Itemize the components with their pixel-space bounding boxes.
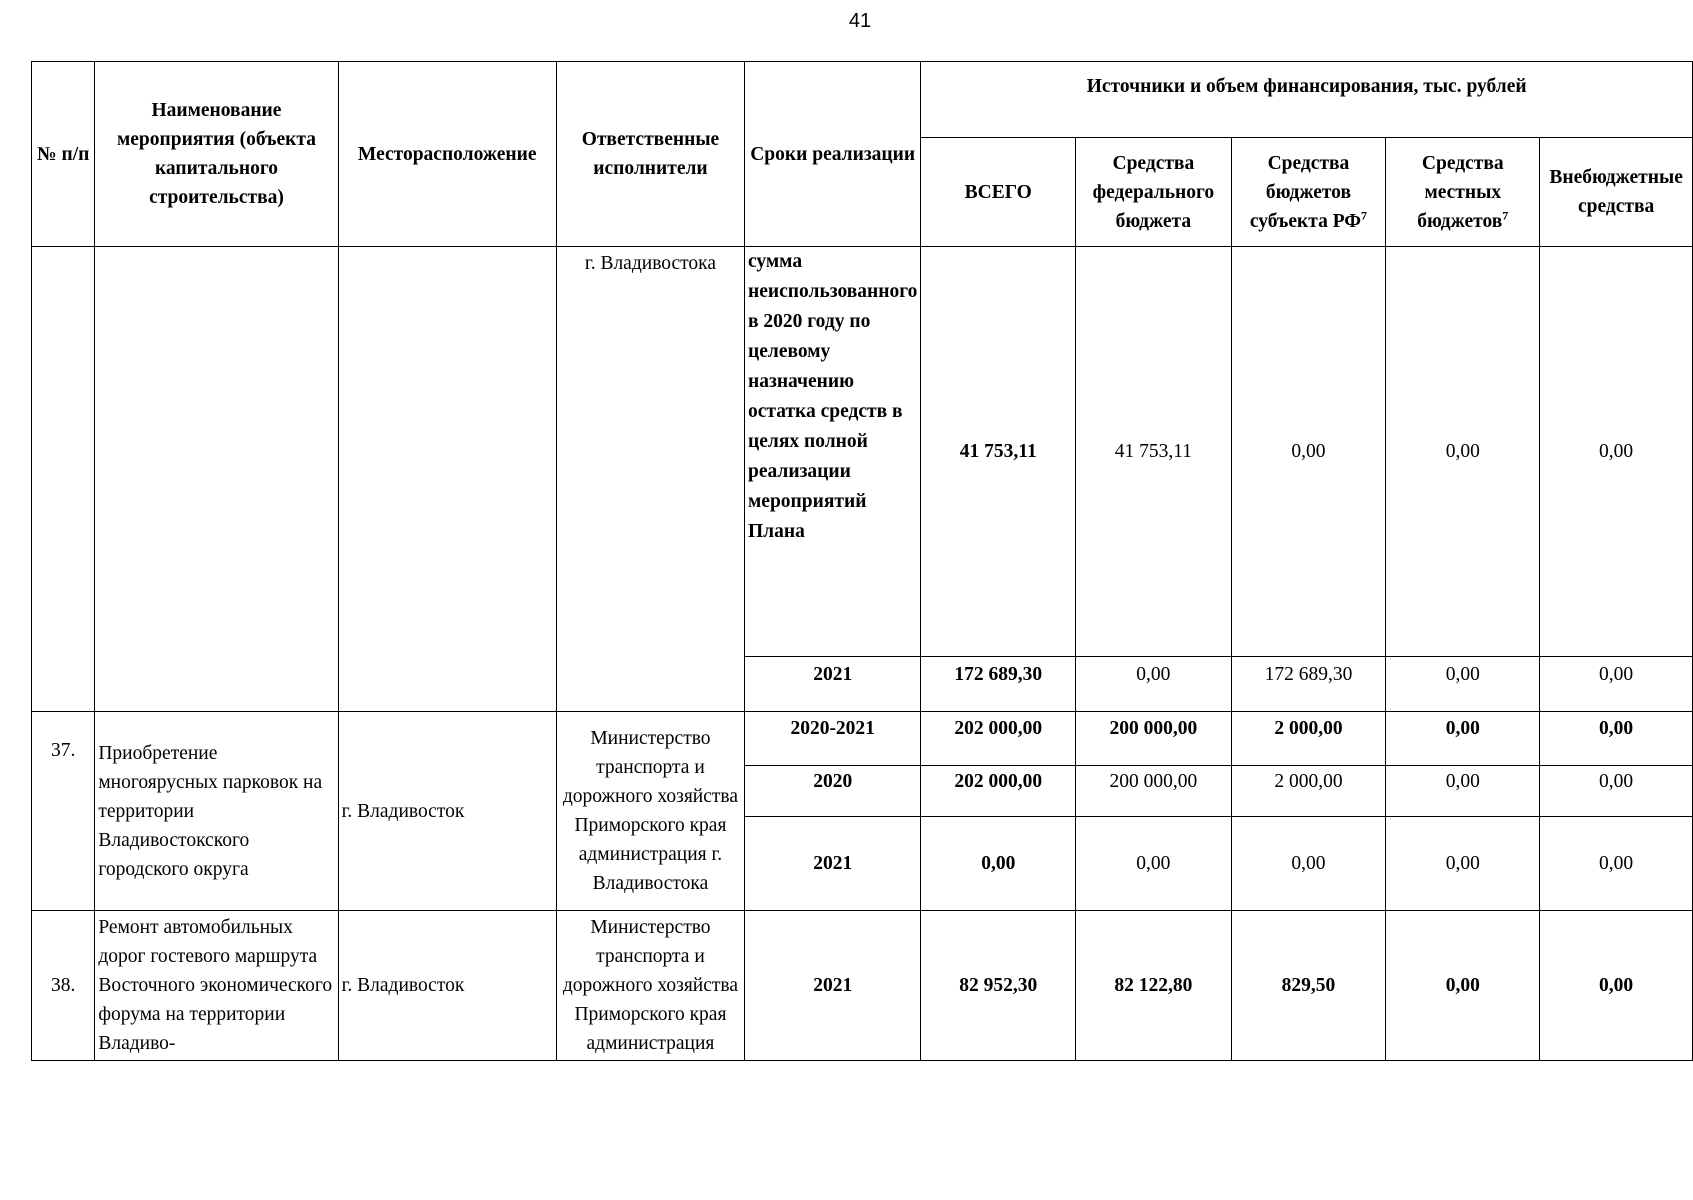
table-row	[32, 712, 1693, 766]
cell-subject: 829,50	[1231, 911, 1386, 1061]
cell-federal: 200 000,00	[1076, 766, 1231, 817]
footnote-mark: 7	[1502, 208, 1509, 222]
page-number: 41	[848, 10, 872, 32]
table-row	[32, 247, 1693, 657]
cell-local: 0,00	[1386, 712, 1540, 766]
cell-period: 2021	[745, 657, 921, 712]
cell-total: 202 000,00	[921, 712, 1076, 766]
header-col-federal: Средства федерального бюджета	[1076, 138, 1231, 247]
cell-period: 2021	[745, 817, 921, 911]
header-col-total: ВСЕГО	[921, 138, 1076, 247]
header-col-responsible: Ответственные исполнители	[556, 62, 744, 247]
cell-total: 41 753,11	[921, 247, 1076, 657]
cell-subject: 0,00	[1231, 817, 1386, 911]
cell-federal: 0,00	[1076, 657, 1231, 712]
header-col-location: Месторасположение	[338, 62, 556, 247]
cell-local: 0,00	[1386, 911, 1540, 1061]
cell-extra: 0,00	[1540, 712, 1693, 766]
cell-location	[338, 247, 556, 712]
header-col-period: Сроки реализации	[745, 62, 921, 247]
header-col-subject	[1231, 138, 1386, 247]
cell-local: 0,00	[1386, 657, 1540, 712]
header-col-local-text: Средства местных бюджетов	[1417, 152, 1504, 232]
header-col-local	[1386, 138, 1540, 247]
cell-subject: 2 000,00	[1231, 766, 1386, 817]
cell-extra: 0,00	[1540, 657, 1693, 712]
cell-responsible: Министерство транспорта и дорожного хозяйства Приморского края администрация г. Владивостока	[556, 712, 744, 911]
header-col-no: № п/п	[32, 62, 95, 247]
cell-no	[32, 247, 95, 712]
cell-subject: 172 689,30	[1231, 657, 1386, 712]
cell-no: 37.	[32, 712, 95, 911]
header-col-subject-text: Средства бюджетов субъекта РФ	[1249, 152, 1362, 232]
financing-table	[31, 61, 1693, 1061]
cell-local: 0,00	[1386, 817, 1540, 911]
cell-local: 0,00	[1386, 766, 1540, 817]
cell-local: 0,00	[1386, 247, 1540, 657]
cell-federal: 0,00	[1076, 817, 1231, 911]
cell-extra: 0,00	[1540, 911, 1693, 1061]
header-col-extra: Внебюджетные средства	[1540, 138, 1693, 247]
cell-responsible: г. Владивостока	[556, 247, 744, 712]
cell-total: 202 000,00	[921, 766, 1076, 817]
cell-total: 82 952,30	[921, 911, 1076, 1061]
cell-period: сумма неиспользованного в 2020 году по целевому назначению остатка средств в целях полной реализации мероприятий Плана	[745, 247, 921, 657]
cell-no: 38.	[32, 911, 95, 1061]
cell-name: Приобретение многоярусных парковок на территории Владивостокского городского округа	[95, 712, 338, 911]
header-col-name: Наименование мероприятия (объекта капитального строительства)	[95, 62, 338, 247]
cell-federal: 200 000,00	[1076, 712, 1231, 766]
cell-responsible: Министерство транспорта и дорожного хозяйства Приморского края администрация	[556, 911, 744, 1061]
cell-total: 0,00	[921, 817, 1076, 911]
cell-name	[95, 247, 338, 712]
cell-location: г. Владивосток	[338, 911, 556, 1061]
cell-extra: 0,00	[1540, 817, 1693, 911]
cell-federal: 82 122,80	[1076, 911, 1231, 1061]
footnote-mark: 7	[1361, 208, 1368, 222]
cell-total: 172 689,30	[921, 657, 1076, 712]
cell-extra: 0,00	[1540, 247, 1693, 657]
cell-period: 2021	[745, 911, 921, 1061]
cell-period: 2020-2021	[745, 712, 921, 766]
cell-federal: 41 753,11	[1076, 247, 1231, 657]
table-row	[32, 911, 1693, 1061]
header-col-sources: Источники и объем финансирования, тыс. рублей	[921, 62, 1693, 138]
cell-location: г. Владивосток	[338, 712, 556, 911]
cell-subject: 2 000,00	[1231, 712, 1386, 766]
cell-name: Ремонт автомобильных дорог гостевого маршрута Восточного экономического форума на территории Владиво-	[95, 911, 338, 1061]
cell-period: 2020	[745, 766, 921, 817]
header-row-1	[32, 62, 1693, 138]
cell-subject: 0,00	[1231, 247, 1386, 657]
cell-extra: 0,00	[1540, 766, 1693, 817]
